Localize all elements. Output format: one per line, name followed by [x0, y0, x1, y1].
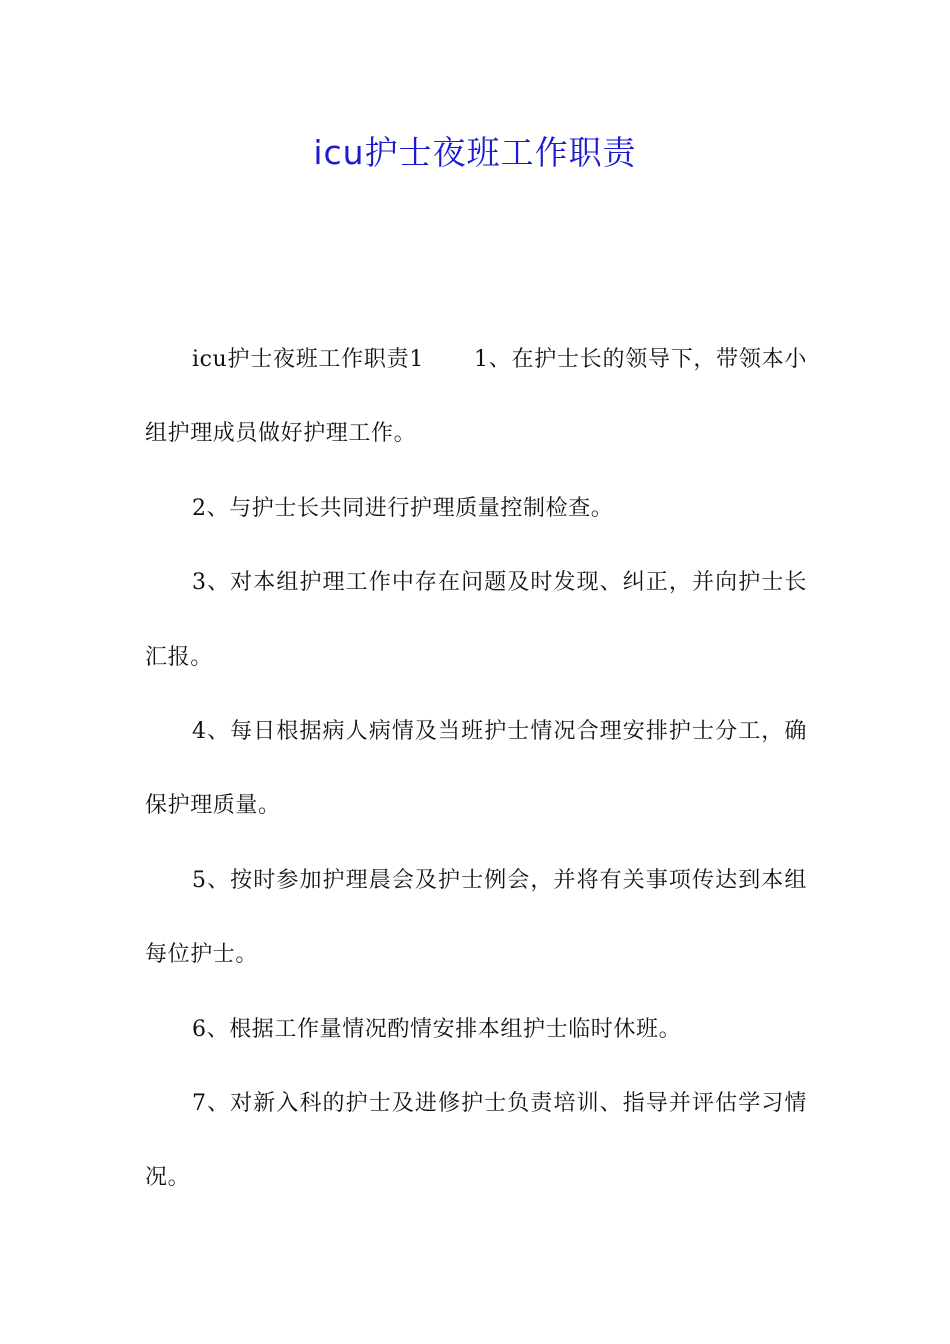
paragraph-3: 3、对本组护理工作中存在问题及时发现、纠正，并向护士长汇报。: [145, 570, 807, 670]
intro-heading: icu护士夜班工作职责1: [192, 347, 425, 372]
paragraph-6: 6、根据工作量情况酌情安排本组护士临时休班。: [192, 1016, 682, 1042]
paragraph-7: 7、对新入科的护士及进修护士负责培训、指导并评估学习情况。: [145, 1091, 807, 1191]
paragraph-text: 1、在护士长的领导下，带领本小组护理成员做好护理工作。: [145, 347, 808, 447]
document-body: [145, 323, 807, 1216]
document-title: icu护士夜班工作职责: [313, 133, 637, 172]
paragraph-1: [145, 323, 807, 472]
paragraph-5: 5、按时参加护理晨会及护士例会，并将有关事项传达到本组每位护士。: [145, 867, 807, 968]
paragraph-4: 4、每日根据病人病情及当班护士情况合理安排护士分工，确保护理质量。: [145, 719, 807, 819]
paragraph-2: 2、与护士长共同进行护理质量控制检查。: [192, 495, 614, 521]
